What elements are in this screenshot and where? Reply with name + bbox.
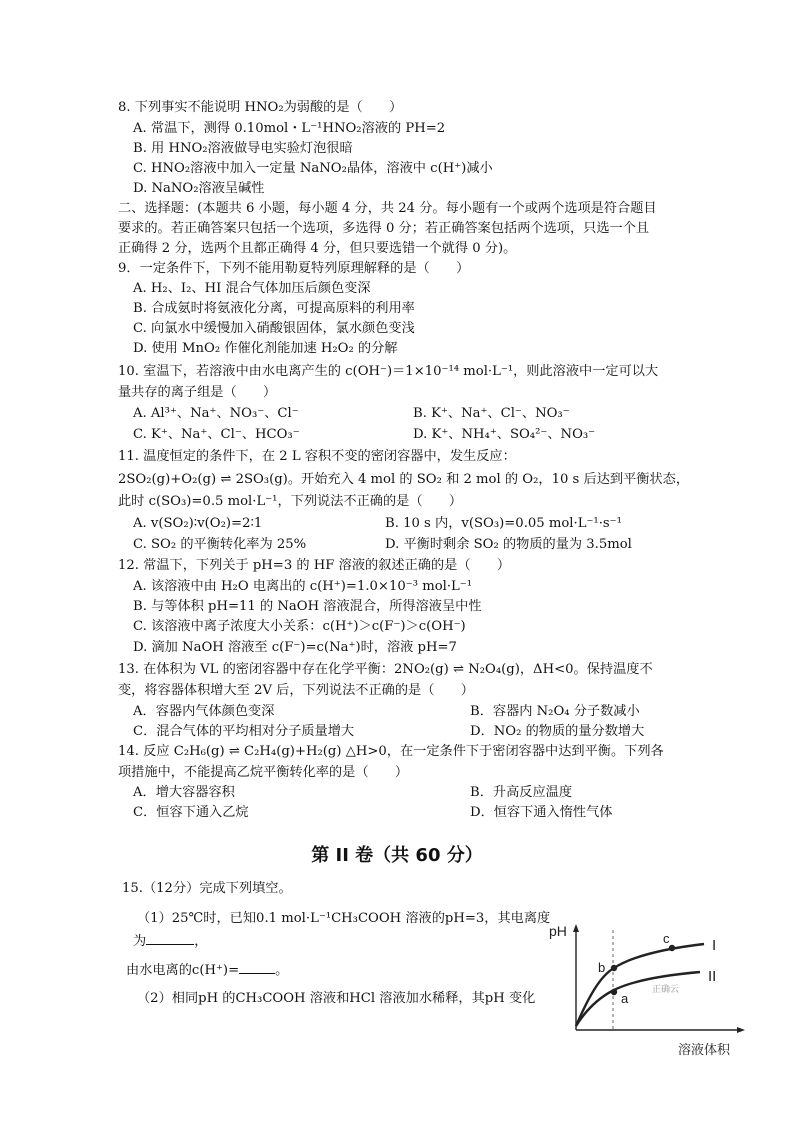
point-a-label: a [621, 991, 629, 1006]
point-a [611, 989, 617, 995]
q10-option-a: A. Al³⁺、Na⁺、NO₃⁻、Cl⁻ [133, 406, 299, 421]
q14-stem-line1: 14. 反应 C₂H₆(g) ⇌ C₂H₄(g)+H₂(g) △H>0，在一定条件下于密闭容器中达到平衡。下列各 [118, 744, 664, 759]
q12-option-b: B. 与等体积 pH=11 的 NaOH 溶液混合，所得溶液呈中性 [133, 599, 482, 614]
q10-option-b: B. K⁺、Na⁺、Cl⁻、NO₃⁻ [413, 406, 570, 421]
q8-option-a: A. 常温下，测得 0.10mol・L⁻¹HNO₂溶液的 PH=2 [133, 121, 446, 136]
q14-option-a: A．增大容器容积 [133, 785, 235, 800]
section2-line2: 要求的。若正确答案只包括一个选项，多选得 0 分；若正确答案包括两个选项，只选一个且 [118, 221, 650, 236]
q12-option-d: D. 滴加 NaOH 溶液至 c(F⁻)=c(Na⁺)时，溶液 pH=7 [133, 640, 457, 655]
q11-stem-line3: 此时 c(SO₃)=0.5 mol·L⁻¹，下列说法不正确的是（ ） [118, 494, 463, 509]
q14-stem-line2: 项措施中，不能提高乙烷平衡转化率的是（ ） [118, 765, 409, 780]
q14-option-d: D．恒容下通入惰性气体 [470, 805, 613, 820]
q10-stem-line1: 10. 室温下，若溶液中由水电离产生的 c(OH⁻)＝1×10⁻¹⁴ mol·L⁻¹，则此溶液中一定可以大 [118, 364, 659, 379]
chart-ylabel: pH [549, 923, 567, 939]
answer-blank-ionization-degree[interactable] [146, 930, 194, 945]
section2-line1: 二、选择题：(本题共 6 小题，每小题 4 分，共 24 分。每小题有一个或两个选项是符合题目 [118, 201, 657, 216]
q15-part1-blank2-suffix: 。 [275, 963, 289, 978]
q8-option-d: D. NaNO₂溶液呈碱性 [133, 181, 265, 196]
curve-II [576, 972, 700, 1026]
q13-option-a: A．容器内气体颜色变深 [133, 704, 275, 719]
q13-option-d: D．NO₂ 的物质的量分数增大 [470, 724, 645, 739]
q8-option-c: C. HNO₂溶液中加入一定量 NaNO₂晶体，溶液中 c(H⁺)减小 [133, 161, 493, 176]
curve-II-label: II [708, 968, 717, 985]
ph-dilution-chart [548, 920, 753, 1060]
q15-part1-line3 [126, 959, 288, 981]
q11-option-c: C. SO₂ 的平衡转化率为 25% [133, 537, 307, 552]
q9-stem: 9．一定条件下，下列不能用勒夏特列原理解释的是（ ） [118, 261, 470, 276]
q15-part1-blank1-prefix: 为 [133, 934, 147, 949]
q15-part1-blank2-prefix: 由水电离的c(H⁺)= [126, 963, 240, 978]
point-b [611, 965, 617, 971]
q15-part1-line1: （1）25℃时，已知0.1 mol·L⁻¹CH₃COOH 溶液的pH=3，其电离度 [137, 911, 551, 926]
q12-stem: 12. 常温下，下列关于 pH=3 的 HF 溶液的叙述正确的是（ ） [118, 558, 511, 573]
q11-option-a: A. v(SO₂)∶v(O₂)=2∶1 [133, 516, 263, 531]
q10-option-d: D. K⁺、NH₄⁺、SO₄²⁻、NO₃⁻ [413, 427, 596, 442]
chart-xlabel: 溶液体积 [678, 1043, 731, 1058]
q13-stem-line2: 变，将容器体积增大至 2V 后，下列说法不正确的是（ ） [118, 683, 474, 698]
q10-option-c: C. K⁺、Na⁺、Cl⁻、HCO₃⁻ [133, 427, 300, 442]
curve-I [576, 944, 704, 1026]
watermark-text: 正确云 [652, 985, 680, 995]
point-b-label: b [598, 960, 606, 975]
q9-option-d: D. 使用 MnO₂ 作催化剂能加速 H₂O₂ 的分解 [133, 341, 398, 356]
q13-stem-line1: 13. 在体积为 VL 的密闭容器中存在化学平衡：2NO₂(g) ⇌ N₂O₄(g)，ΔH<0。保持温度不 [118, 662, 653, 677]
q11-option-d: D. 平衡时剩余 SO₂ 的物质的量为 3.5mol [385, 537, 632, 552]
q15-part1-line2 [133, 930, 207, 952]
q11-stem-line1: 11. 温度恒定的条件下，在 2 L 容积不变的密闭容器中，发生反应： [118, 449, 516, 464]
q8-option-b: B. 用 HNO₂溶液做导电实验灯泡很暗 [133, 141, 353, 156]
q15-part1-blank1-suffix: ， [194, 934, 208, 949]
q11-option-b: B. 10 s 内，v(SO₃)=0.05 mol·L⁻¹·s⁻¹ [385, 516, 622, 531]
q8-stem: 8. 下列事实不能说明 HNO₂为弱酸的是（ ） [118, 100, 403, 115]
q13-option-b: B．容器内 N₂O₄ 分子数减小 [470, 704, 640, 719]
q9-option-c: C. 向氯水中缓慢加入硝酸银固体，氯水颜色变浅 [133, 321, 415, 336]
answer-blank-water-h[interactable] [239, 959, 275, 974]
q12-option-a: A. 该溶液中由 H₂O 电离出的 c(H⁺)=1.0×10⁻³ mol·L⁻¹ [133, 579, 473, 594]
q14-option-c: C．恒容下通入乙烷 [133, 805, 249, 820]
point-c-label: c [663, 931, 670, 946]
q9-option-a: A. H₂、I₂、HI 混合气体加压后颜色变深 [133, 281, 371, 296]
q9-option-b: B. 合成氨时将氨液化分离，可提高原料的利用率 [133, 301, 415, 316]
x-axis-arrow [737, 1027, 745, 1033]
q12-option-c: C. 该溶液中离子浓度大小关系：c(H⁺)＞c(F⁻)＞c(OH⁻) [133, 619, 466, 634]
q10-stem-line2: 量共存的离子组是（ ） [118, 385, 277, 400]
point-c [669, 945, 675, 951]
q14-option-b: B．升高反应温度 [470, 785, 573, 800]
q11-stem-line2: 2SO₂(g)+O₂(g) ⇌ 2SO₃(g)。开始充入 4 mol 的 SO₂ 和 2 mol 的 O₂，10 s 后达到平衡状态， [118, 472, 690, 487]
part2-title: 第 II 卷（共 60 分） [311, 845, 483, 866]
q15-stem: 15.（12分）完成下列填空。 [122, 881, 292, 896]
section2-line3: 正确得 2 分，选两个且都正确得 4 分，但只要选错一个就得 0 分)。 [118, 241, 517, 256]
q15-part2-line1: （2）相同pH 的CH₃COOH 溶液和HCl 溶液加水稀释，其pH 变化 [137, 991, 536, 1006]
curve-I-label: I [712, 937, 717, 954]
q13-option-c: C．混合气体的平均相对分子质量增大 [133, 724, 355, 739]
y-axis-arrow [573, 924, 579, 932]
